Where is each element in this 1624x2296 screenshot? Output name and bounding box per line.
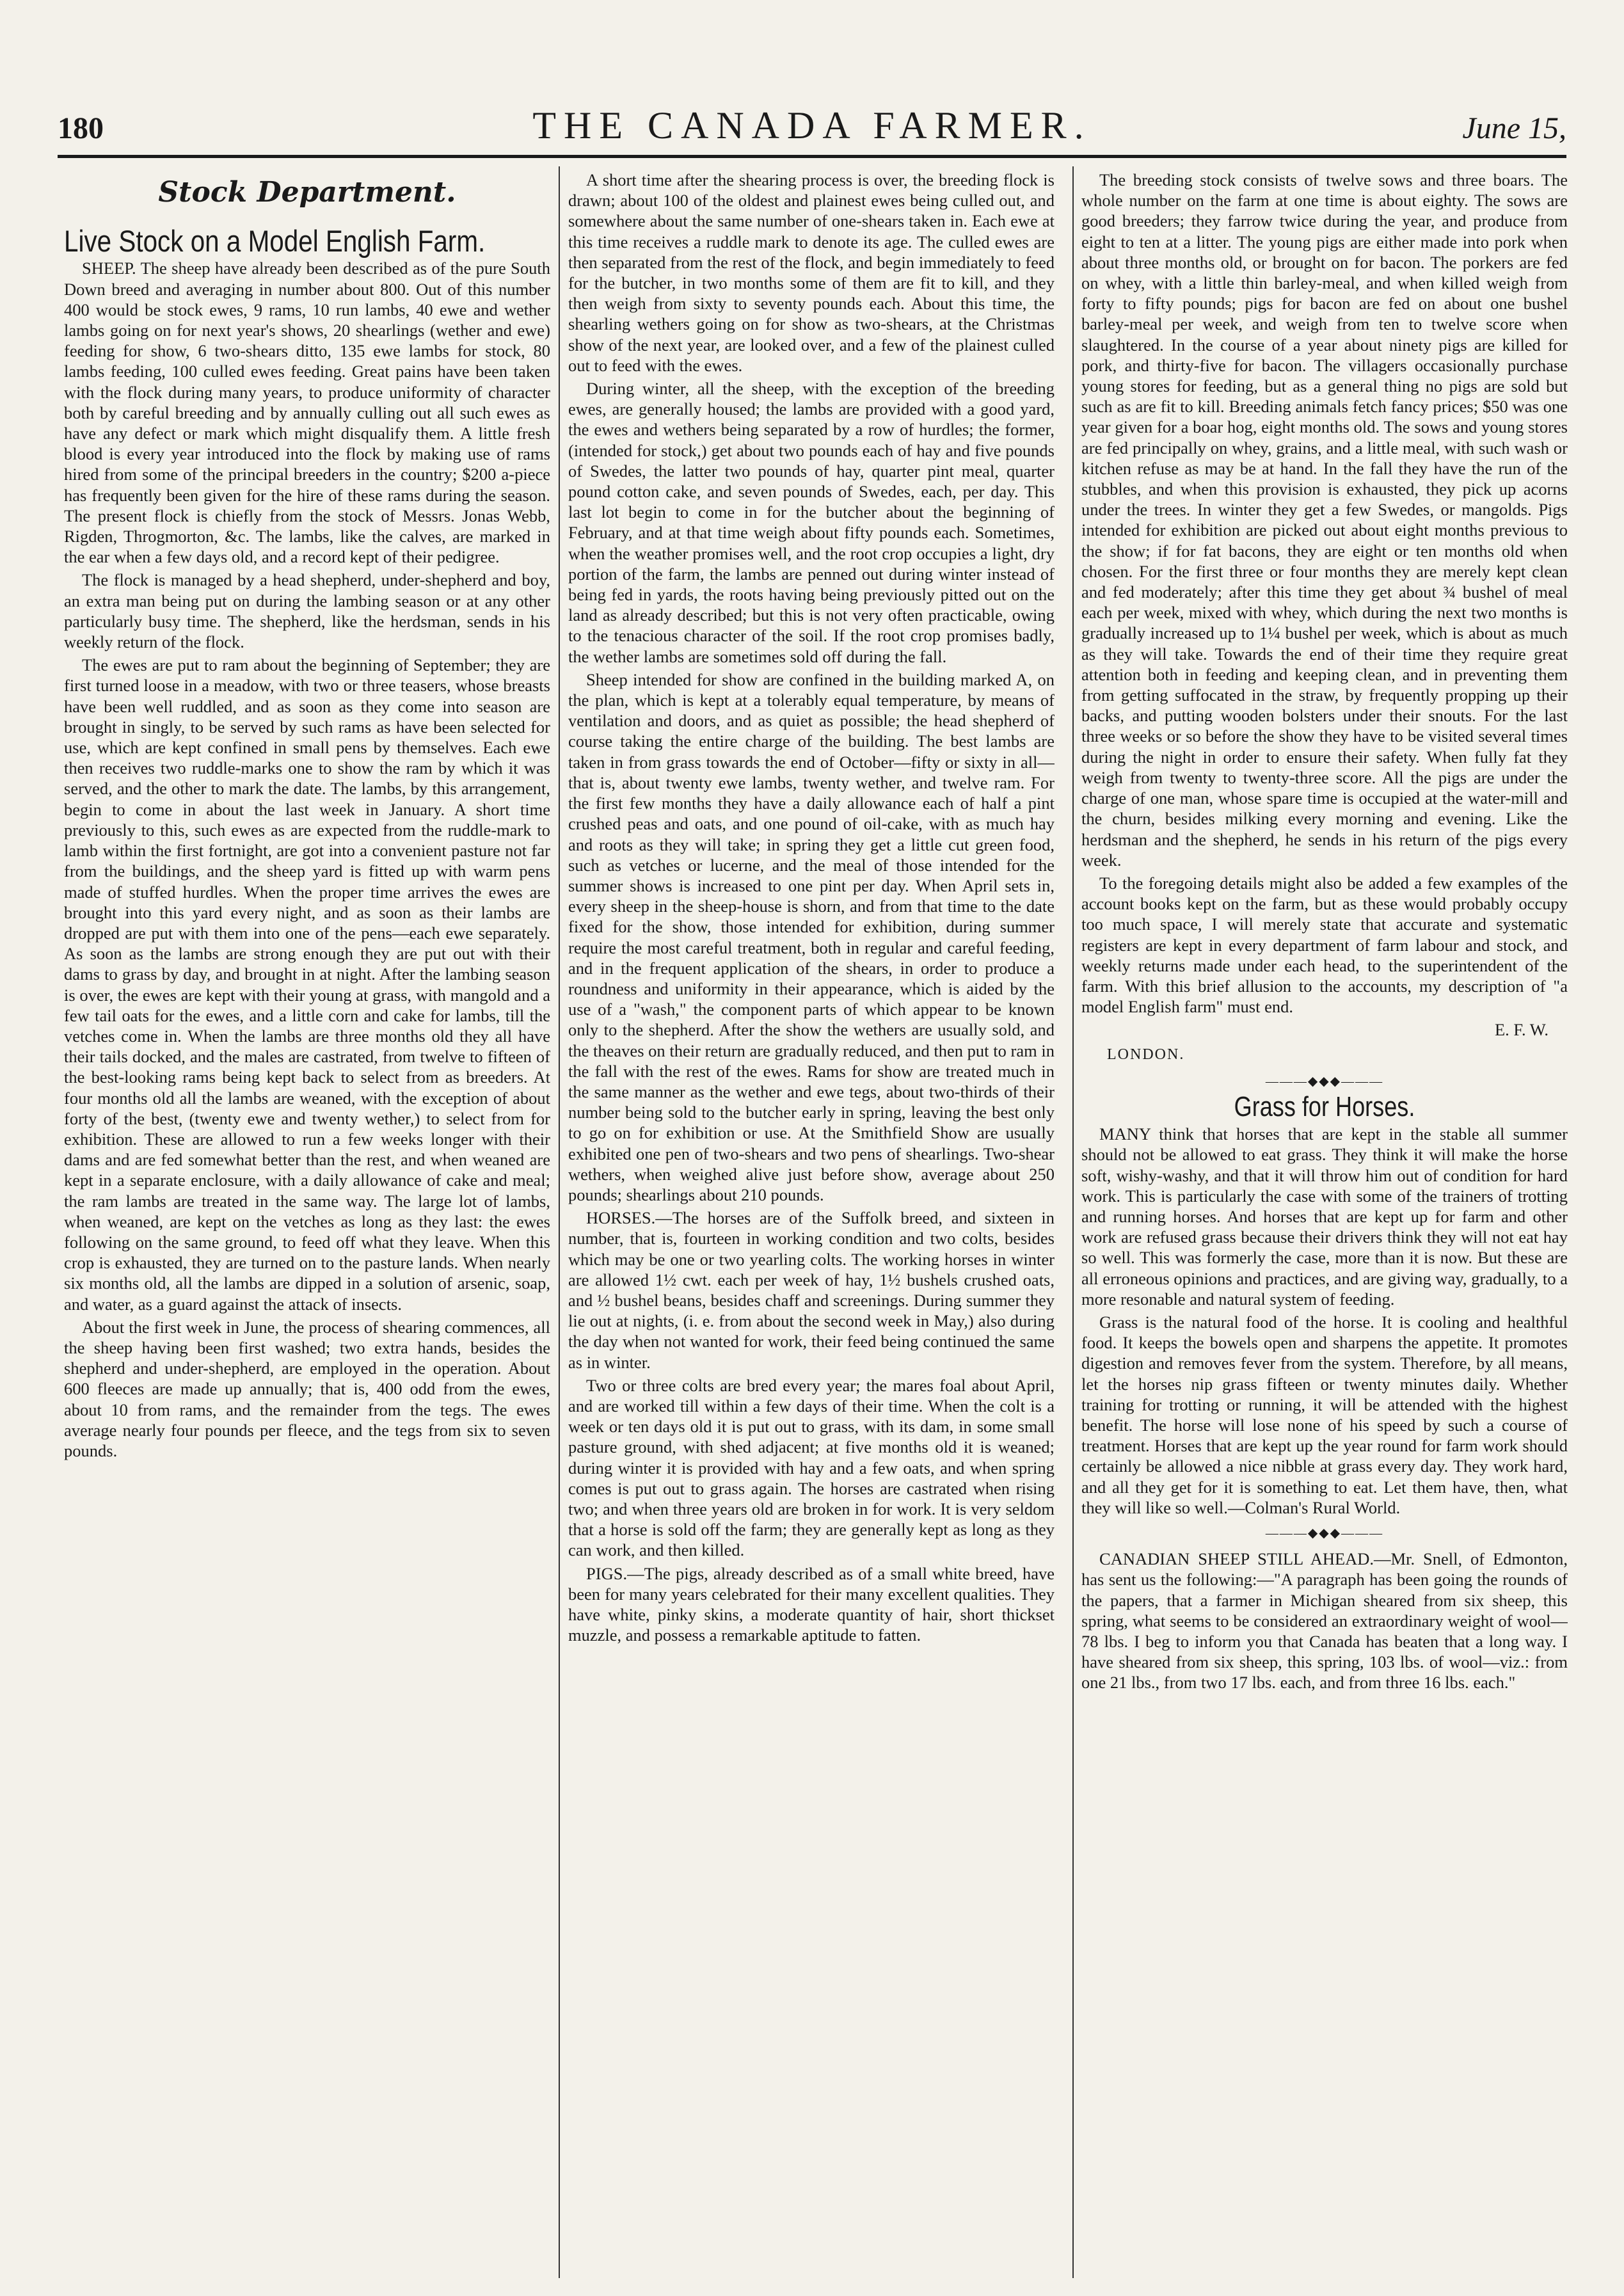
- column-1: [64, 170, 550, 2275]
- paragraph: To the foregoing details might also be added a few examples of the account books kept on the farm, but as these would probably occupy too much space, I will merely state that accurate and systematic registers are kept in every department of farm labour and stock, and weekly returns made under each head, to the superintendent of the farm. With this brief allusion to the accounts, my description of "a model English farm" must end.: [1081, 873, 1568, 1017]
- column-2: [568, 170, 1055, 2275]
- ornament-divider: ———◆◆◆———: [1265, 1526, 1384, 1540]
- paragraph: SHEEP. The sheep have already been described as of the pure South Down breed and averaging in number about 800. Out of this number 400 would be stock ewes, 9 rams, 10 run lambs, 40 ewe and wether lambs going on for next year's shows, 20 shearlings (wether and ewe) feeding for show, 6 two-shears ditto, 135 ewe lambs for stock, 80 lambs feeding, 100 culled ewes feeding. Great pains have been taken with the flock during many years, to produce uniformity of character both by careful breeding and by annually culling out all such ewes as have any defect or mark which might disqualify them. A little fresh blood is every year introduced into the flock by making use of rams hired from some of the principal breeders in the country; $200 a-piece has frequently been given for the hire of these rams during the season. The present flock is chiefly from the stock of Messrs. Jonas Webb, Rigden, Throgmorton, &c. The lambs, like the calves, are marked in the ear when a few days old, and a record kept of their pedigree.: [64, 259, 550, 567]
- masthead: THE CANADA FARMER.: [532, 104, 1092, 147]
- paragraph: Sheep intended for show are confined in the building marked A, on the plan, which is kept at a tolerably equal temperature, by means of ventilation and doors, and as quiet as possible; the head shepherd of course taking the entire charge of the building. The best lambs are taken in from grass towards the end of October—fifty or sixty in all—that is, about twenty ewe lambs, twenty wether, and twelve ram. For the first few months they have a daily allowance each of half a pint crushed peas and oats, and one pound of oil-cake, with as much hay and roots as they will take; in spring they get a little cut green food, such as vetches or lucerne, and the meal of those intended for the summer shows is increased to one pint per day. When April sets in, every sheep in the sheep-house is shorn, and from that time to the date fixed for the show, those intended for exhibition, during summer require the most careful treatment, both in regular and careful feeding, and in the frequent application of the shears, in order to produce a roundness and uniformity in their appearance, which is aided by the use of a "wash," the component parts of which appear to be known only to the shepherd. After the show the wethers are usually sold, and the theaves on their return are gradually reduced, and then put to ram in the fall with the rest of the ewes. Rams for show are treated much in the same manner as the wether and ewe tegs, about two-thirds of their number being sold to the butcher early in spring, leaving the best only to go on for exhibition or use. At the Smithfield Show are usually exhibited one pen of two-shears and two pens of shearlings. Two-shear wethers, when weighed alive just before show, average about 250 pounds; shearlings about 210 pounds.: [568, 669, 1055, 1204]
- paragraph: About the first week in June, the process of shearing commences, all the sheep having been first washed; two extra hands, besides the shepherd and under-shepherd, are employed in the operation. About 600 fleeces are made up annually; that is, 400 odd from the ewes, about 10 from rams, and the remainder from the tegs. The ewes average nearly four pounds per fleece, and the tegs from six to seven pounds.: [64, 1317, 550, 1460]
- paragraph: HORSES.—The horses are of the Suffolk breed, and sixteen in number, that is, fourteen in working condition and two colts, besides which may be one or two yearling colts. The working horses in winter are allowed 1½ cwt. each per week of hay, 1½ bushels crushed oats, and ½ bushel beans, besides chaff and screenings. During summer they lie out at nights, (i. e. from about the second week in May,) also during the day when not wanted for work, their feed being continued the same as in winter.: [568, 1208, 1055, 1372]
- page-header: [58, 104, 1566, 158]
- article-title: Live Stock on a Model English Farm.: [64, 224, 486, 259]
- department-heading: Stock Department.: [158, 176, 456, 209]
- paragraph: The flock is managed by a head shepherd, under-shepherd and boy, an extra man being put on during the lambing season or at any other particularly busy time. The shepherd, like the herdsman, sends in his weekly return of the flock.: [64, 570, 550, 652]
- paragraph: A short time after the shearing process is over, the breeding flock is drawn; about 100 of the oldest and plainest ewes being culled out, and somewhere about the same number of one-shears taken in. Each ewe at this time receives a ruddle mark to denote its age. The culled ewes are then separated from the rest of the flock, and begin immediately to feed for the butcher, in two months some of them are fit to kill, and they then weigh from sixty to seventy pounds each. About this time, the shearling wethers going on for show as two-shears, at the Christmas show of the next year, are looked over, and a few of the plainest culled out to feed with the ewes.: [568, 170, 1055, 375]
- paragraph: During winter, all the sheep, with the exception of the breeding ewes, are generally housed; the lambs are provided with a good yard, the ewes and wethers being separated by a row of hurdles; the former, (intended for stock,) get about two pounds each of hay and five pounds of Swedes, the latter two pounds of hay, quarter pint meal, quarter pound cotton cake, and seven pounds of Swedes, each, per day. This last lot begin to come in for the butcher about the beginning of February, and at that time weigh about fifty pounds each. Sometimes, when the weather promises well, and the root crop occupies a light, dry portion of the farm, the lambs are penned out during winter instead of being fed in yards, the roots having being previously pitted out on the land as already described; but this is not very often practicable, owing to the tenacious character of the soil. If the root crop promises badly, the wether lambs are sometimes sold off during the fall.: [568, 379, 1055, 666]
- column-rule: [1072, 166, 1074, 2278]
- column-rule: [559, 166, 560, 2278]
- paragraph: MANY think that horses that are kept in the stable all summer should not be allowed to eat grass. They think it will make the horse soft, wishy-washy, and that it will throw him out of condition for hard work. This is particularly the case with some of the trainers of trotting and running horses. And horses that are kept up for farm and other work are refused grass because their drivers think they will not eat hay so well. This was formerly the case, more than it is now. But these are all erroneous opinions and practices, and are giving way, gradually, to a more resonable and natural system of feeding.: [1081, 1124, 1568, 1309]
- paragraph: The breeding stock consists of twelve sows and three boars. The whole number on the farm at one time is about eighty. The sows are good breeders; they farrow twice during the year, and produce from eight to ten at a litter. The young pigs are either made into pork when about three months old, or brought on for bacon. The porkers are fed on whey, with a little thin barley-meal, and when killed weigh from forty to fifty pounds; pigs for bacon are fed on about one bushel barley-meal per week, and weigh from ten to twelve score when slaughtered. In the course of a year about ninety pigs are killed for pork, and thirty-five for bacon. The villagers occasionally purchase young stores for feeding, but as a general thing no pigs are sold but such as are fit to kill. Breeding animals fetch fancy prices; $50 was one year given for a boar hog, eight months old. The sows and young stores are fed principally on whey, grains, and a little meal, with such wash or kitchen refuse as may be at hand. In the fall they have the run of the stubbles, and when this provision is exhausted, they pick up acorns under the trees. In winter they get a few Swedes, or mangolds. Pigs intended for exhibition are picked out about eight months previous to the show; if for fat bacons, they are eight or ten months old when chosen. For the first three or four months they are merely kept clean and fed moderately; after this time they get about ¾ bushel of meal each per week, mixed with whey, which during the next two months is gradually increased up to 1¼ bushel per week, which is about as much as they will take. Towards the end of their time they require great attention both in feeding and keeping clean, and in preventing them from getting suffocated in the straw, by frequently propping up their backs, and putting wooden bolsters under their snouts. For the last three weeks or so before the show they have to be visited several times during the night in order to ensure their safety. When fully fat they weigh from twenty to twenty-three score. All the pigs are under the charge of one man, whose spare time is occupied at the water-mill and the churn, besides milking every morning and evening. Like the herdsman and the shepherd, he sends in his return of the pigs every week.: [1081, 170, 1568, 870]
- issue-date: June 15,: [1462, 111, 1566, 145]
- page-number: 180: [58, 111, 104, 145]
- grass-article-title: Grass for Horses.: [1234, 1090, 1415, 1122]
- paragraph: Grass is the natural food of the horse. It is cooling and healthful food. It keeps the bowels open and sharpens the appetite. It promotes digestion and removes fever from the system. Therefore, by all means, let the horses nip grass fifteen or twenty minutes daily. Whether training for trotting or running, it will be attended with the highest benefit. The horse will lose none of his speed by such a course of treatment. Horses that are kept up the year round for farm work should certainly be allowed a nice nibble at grass every day. They work hard, and all they get for it is something to eat. Let them have, then, what they will like so well.—Colman's Rural World.: [1081, 1312, 1568, 1517]
- column-3: [1081, 170, 1568, 2275]
- author-signature: E. F. W.: [1494, 1020, 1548, 1040]
- paragraph: PIGS.—The pigs, already described as of a small white breed, have been for many years celebrated for their many excellent qualities. They have white, pinky skins, a moderate quantity of hair, short thickset muzzle, and possess a remarkable aptitude to fatten.: [568, 1563, 1055, 1645]
- dateline-location: LONDON.: [1107, 1046, 1185, 1063]
- ornament-divider: ———◆◆◆———: [1265, 1074, 1384, 1088]
- paragraph: The ewes are put to ram about the beginning of September; they are first turned loose in a meadow, with two or three teasers, whose breasts have been well ruddled, and as soon as they come into season are brought in singly, to be served by such rams as have been selected for use, which are kept confined in small pens by themselves. Each ewe then receives two ruddle-marks one to show the ram by which it was served, and the other to mark the date. The lambs, by this arrangement, begin to come in about the last week in January. A short time previously to this, such ewes as are expected from the ruddle-mark to lamb within the first fortnight, are got into a convenient pasture not far from the buildings, and the sheep yard is fitted up with warm pens made of stuffed hurdles. When the proper time arrives the ewes are brought into this yard every night, and as soon as their lambs are dropped are put with them into one of the pens—each ewe separately. As soon as the lambs are strong enough they are put out with their dams to grass by day, and brought in at night. After the lambing season is over, the ewes are kept with their young at grass, with mangold and a few tail oats for the ewes, and a little corn and cake for lambs, till the vetches come in. When the lambs are three months old they all have their tails docked, and the males are castrated, from twelve to fifteen of the best-looking rams being kept back to select from as breeders. At four months old all the lambs are weaned, with the exception of about forty of the best, (twenty ewe and twenty wether,) to select from for exhibition. These are allowed to run a few weeks longer with their dams and are fed somewhat better than the rest, and when weaned are kept in a separate enclosure, with a daily allowance of cake and meal; the ram lambs are treated in the same way. The large lot of lambs, when weaned, are kept on the vetches as long as they last: the ewes following on the same ground, to feed off what they leave. When this crop is exhausted, they are turned on to the pasture lands. When nearly six months old, all the lambs are dipped in a solution of arsenic, soap, and water, as a guard against the attack of insects.: [64, 655, 550, 1314]
- paragraph: CANADIAN SHEEP STILL AHEAD.—Mr. Snell, of Edmonton, has sent us the following:—"A paragraph has been going the rounds of the papers, that a farmer in Michigan sheared from six sheep, this spring, what seems to be considered an extraordinary weight of wool—78 lbs. I beg to inform you that Canada has beaten that a long way. I have sheared from six sheep, this spring, 103 lbs. of wool—viz.: from one 21 lbs., from two 17 lbs. each, and from three 16 lbs. each.": [1081, 1549, 1568, 1693]
- paragraph: Two or three colts are bred every year; the mares foal about April, and are worked till within a few days of their time. When the colt is a week or ten days old it is put out to grass, with its dam, in some small pasture ground, with shed adjacent; at five months old it is weaned; during winter it is provided with hay and a few oats, and when spring comes is put out to grass again. The horses are castrated when rising two; and when three years old are broken in for work. It is very seldom that a horse is sold off the farm; they are generally kept as long as they can work, and then killed.: [568, 1375, 1055, 1560]
